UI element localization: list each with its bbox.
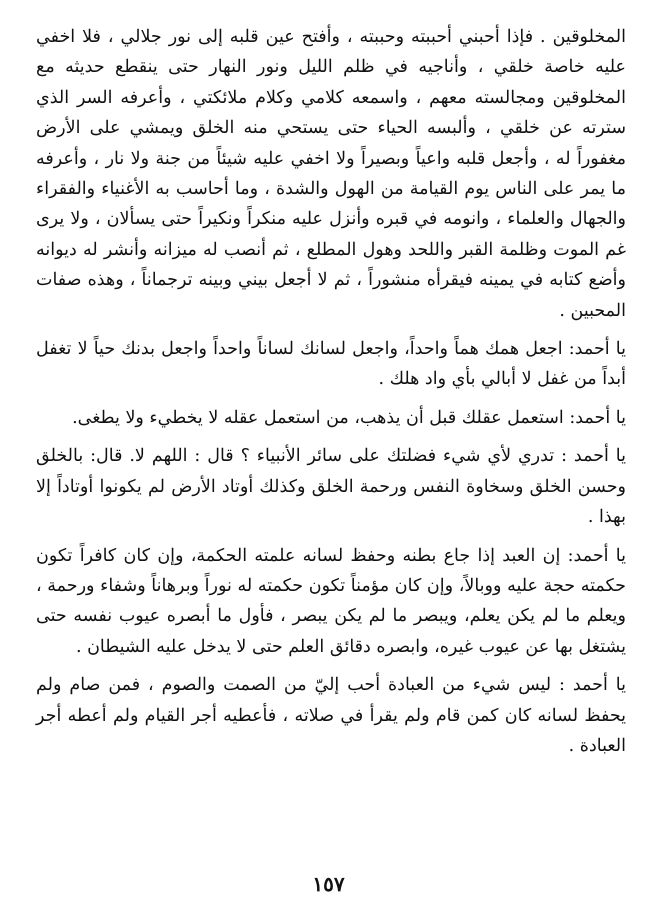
page-number: ١٥٧ (312, 872, 345, 896)
paragraph-6: يا أحمد : ليس شيء من العبادة أحب إليّ من الصمت والصوم ، فمن صام ولم يحفظ لسانه كان كمن قام ولم يقرأ في صلاته ، فأعطيه أجر القيام ولم أعطه أجر العبادة . (36, 675, 626, 756)
page-body (36, 22, 626, 769)
paragraph-1: المخلوقين . فإذا أحبني أحببته وحببته ، وأفتح عين قلبه إلى نور جلالي ، فلا اخفي عليه خاصة خلقي ، وأناجيه في ظلم الليل ونور النهار حتى ينقطع حديثه مع المخلوقين ومجالسته معهم ، واسمعه كلامي وكلام ملائكتي ، وأعرفه السر الذي سترته عن خلقي ، وألبسه الحياء حتى يستحي منه الخلق ويمشي على الأرض مغفوراً له ، وأجعل قلبه واعياً وبصيراً ولا اخفي عليه شيئاً من جنة ولا نار ، وأعرفه ما يمر على الناس يوم القيامة من الهول والشدة ، وما أحاسب به الأغنياء والفقراء والجهال والعلماء ، وانومه في قبره وأنزل عليه منكراً ونكيراً حتى يسألان ، ولا يرى غم الموت وظلمة القبر واللحد وهول المطلع ، ثم أنصب له ميزانه وأنشر له ديوانه وأضع كتابه في يمينه فيقرأه منشوراً ، ثم لا أجعل بيني وبينه ترجماناً ، وهذه صفات المحبين . (36, 27, 626, 321)
paragraph-5: يا أحمد: إن العبد إذا جاع بطنه وحفظ لسانه علمته الحكمة، وإن كان كافراً تكون حكمته حجة عليه ووبالاً، وإن كان مؤمناً تكون حكمته له نوراً وبرهاناً وشفاء ورحمة ، ويعلم ما لم يكن يعلم، ويبصر ما لم يكن يبصر ، فأول ما أبصره عيوب نفسه حتى يشتغل بها عن عيوب غيره، وابصره دقائق العلم حتى لا يدخل عليه الشيطان . (36, 545, 626, 657)
paragraph-4: يا أحمد : تدري لأي شيء فضلتك على سائر الأنبياء ؟ قال : اللهم لا. قال: بالخلق وحسن الخلق وسخاوة النفس ورحمة الخلق وكذلك أوتاد الأرض لم يكونوا أوتاداً إلا بهذا . (36, 446, 626, 528)
paragraph-3: يا أحمد: استعمل عقلك قبل أن يذهب، من استعمل عقله لا يخطيء ولا يطغى. (72, 407, 626, 428)
paragraph-2: يا أحمد: اجعل همك هماً واحداً، واجعل لسانك لساناً واحداً واجعل بدنك حياً لا تغفل أبداً من غفل لا أبالي بأي واد هلك . (36, 339, 626, 390)
